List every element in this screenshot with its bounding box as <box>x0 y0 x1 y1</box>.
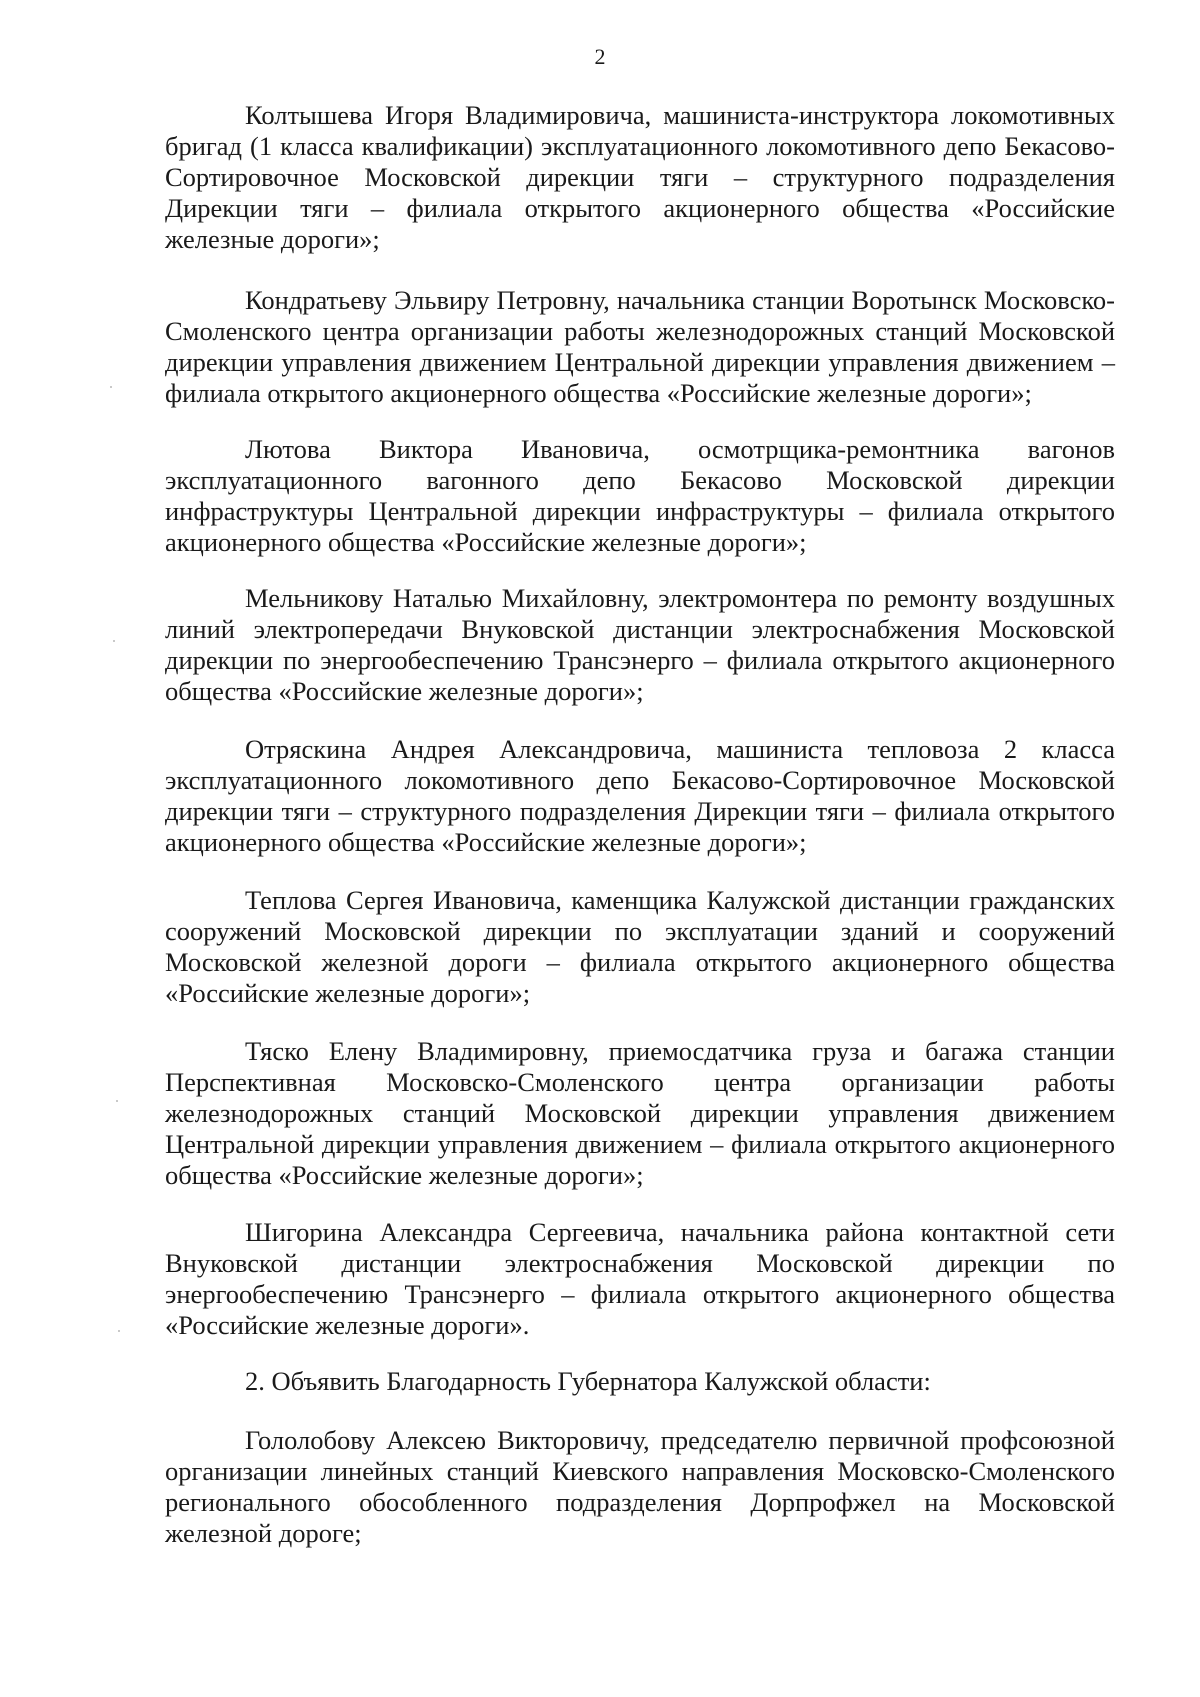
award-paragraph-otryaskin: Отряскина Андрея Александровича, машиниста тепловоза 2 класса эксплуатационного локомотивного депо Бекасово-Сортировочное Московской дирекции тяги – структурного подразделения Дирекции тяги – филиала открытого акционерного общества «Российские железные дороги»; <box>165 734 1115 857</box>
award-paragraph-lyutov: Лютова Виктора Ивановича, осмотрщика-ремонтника вагонов эксплуатационного вагонного депо Бекасово Московской дирекции инфраструктуры Центральной дирекции инфраструктуры – филиала открытого акционерного общества «Российские железные дороги»; <box>165 434 1115 557</box>
gratitude-paragraph-gololobov: Гололобову Алексею Викторовичу, председателю первичной профсоюзной организации линейных станций Киевского направления Московско-Смоленского регионального обособленного подразделения Дорпрофжел на Московской железной дороге; <box>165 1425 1115 1548</box>
scan-speck <box>118 1330 120 1332</box>
award-paragraph-melnikova: Мельникову Наталью Михайловну, электромонтера по ремонту воздушных линий электропередачи Внуковской дистанции электроснабжения Московской дирекции по энергообеспечению Трансэнерго – филиала открытого акционерного общества «Российские железные дороги»; <box>165 583 1115 706</box>
scan-speck <box>110 386 112 388</box>
award-paragraph-kondratyeva: Кондратьеву Эльвиру Петровну, начальника станции Воротынск Московско-Смоленского центра организации работы железнодорожных станций Московской дирекции управления движением Центральной дирекции управления движением – филиала открытого акционерного общества «Российские железные дороги»; <box>165 285 1115 408</box>
award-paragraph-shigorin: Шигорина Александра Сергеевича, начальника района контактной сети Внуковской дистанции электроснабжения Московской дирекции по энергообеспечению Трансэнерго – филиала открытого акционерного общества «Российские железные дороги». <box>165 1217 1115 1340</box>
award-paragraph-tyasko: Тяско Елену Владимировну, приемосдатчика груза и багажа станции Перспективная Московско-Смоленского центра организации работы железнодорожных станций Московской дирекции управления движением Центральной дирекции управления движением – филиала открытого акционерного общества «Российские железные дороги»; <box>165 1036 1115 1190</box>
section-heading-gratitude: 2. Объявить Благодарность Губернатора Калужской области: <box>245 1366 931 1396</box>
award-paragraph-teplov: Теплова Сергея Ивановича, каменщика Калужской дистанции гражданских сооружений Московской дирекции по эксплуатации зданий и сооружений Московской железной дороги – филиала открытого акционерного общества «Российские железные дороги»; <box>165 885 1115 1008</box>
page-number: 2 <box>594 44 606 69</box>
award-paragraph-koltyshev: Колтышева Игоря Владимировича, машиниста-инструктора локомотивных бригад (1 класса квалификации) эксплуатационного локомотивного депо Бекасово-Сортировочное Московской дирекции тяги – структурного подразделения Дирекции тяги – филиала открытого акционерного общества «Российские железные дороги»; <box>165 100 1115 254</box>
scan-speck <box>116 1100 118 1102</box>
scan-speck <box>113 640 115 642</box>
